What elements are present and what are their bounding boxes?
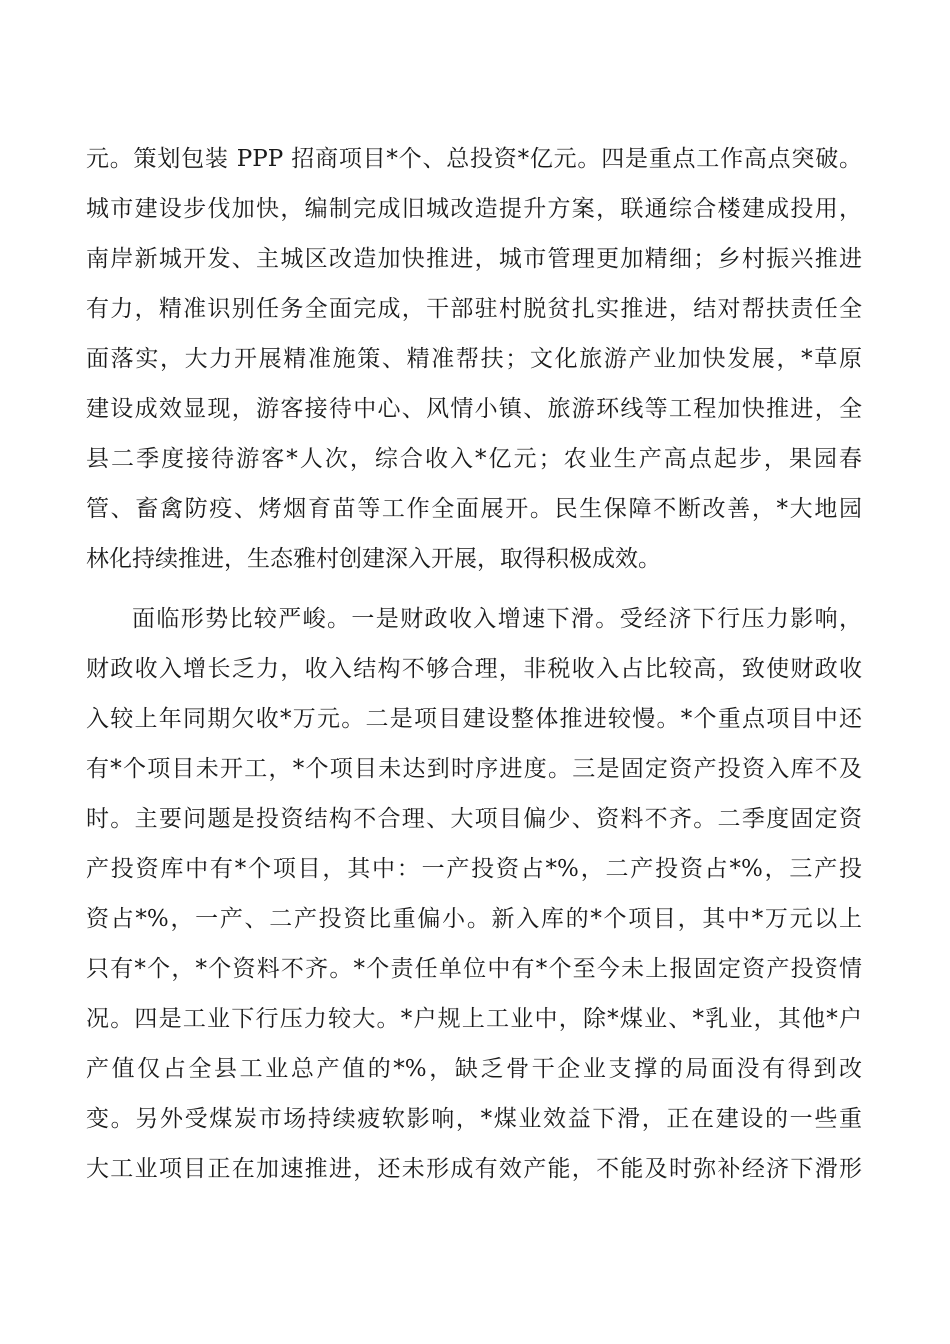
text-line: 林化持续推进，生态雅村创建深入开展，取得积极成效。	[86, 546, 661, 572]
text-line: 资占*%，一产、二产投资比重偏小。新入库的*个项目，其中*万元以上	[86, 906, 862, 932]
text-line: 财政收入增长乏力，收入结构不够合理，非税收入占比较高，致使财政收	[86, 656, 862, 682]
text-line: 大工业项目正在加速推进，还未形成有效产能，不能及时弥补经济下滑形	[86, 1156, 862, 1182]
text-line: 变。另外受煤炭市场持续疲软影响，*煤业效益下滑，正在建设的一些重	[86, 1106, 862, 1132]
text-line: 有*个项目未开工，*个项目未达到时序进度。三是固定资产投资入库不及	[86, 756, 862, 782]
text-line: 城市建设步伐加快，编制完成旧城改造提升方案，联通综合楼建成投用，	[86, 196, 862, 222]
text-line: 管、畜禽防疫、烤烟育苗等工作全面展开。民生保障不断改善，*大地园	[86, 496, 862, 522]
text-line: 产值仅占全县工业总产值的*%，缺乏骨干企业支撑的局面没有得到改	[86, 1056, 862, 1082]
text-line: 县二季度接待游客*人次，综合收入*亿元；农业生产高点起步，果园春	[86, 446, 862, 472]
text-line: 产投资库中有*个项目，其中：一产投资占*%，二产投资占*%，三产投	[86, 856, 862, 882]
text-line: 南岸新城开发、主城区改造加快推进，城市管理更加精细；乡村振兴推进	[86, 246, 862, 272]
text-line: 只有*个，*个资料不齐。*个责任单位中有*个至今未上报固定资产投资情	[86, 956, 862, 982]
text-line: 入较上年同期欠收*万元。二是项目建设整体推进较慢。*个重点项目中还	[86, 706, 862, 732]
text-line: 时。主要问题是投资结构不合理、大项目偏少、资料不齐。二季度固定资	[86, 806, 862, 832]
text-line: 面临形势比较严峻。一是财政收入增速下滑。受经济下行压力影响，	[132, 606, 862, 632]
text-line: 况。四是工业下行压力较大。*户规上工业中，除*煤业、*乳业，其他*户	[86, 1006, 862, 1032]
text-line: 有力，精准识别任务全面完成，干部驻村脱贫扎实推进，结对帮扶责任全	[86, 296, 862, 322]
text-line: 面落实，大力开展精准施策、精准帮扶；文化旅游产业加快发展，*草原	[86, 346, 862, 372]
text-line: 元。策划包装 PPP 招商项目*个、总投资*亿元。四是重点工作高点突破。	[86, 146, 862, 172]
text-line: 建设成效显现，游客接待中心、风情小镇、旅游环线等工程加快推进，全	[86, 396, 862, 422]
